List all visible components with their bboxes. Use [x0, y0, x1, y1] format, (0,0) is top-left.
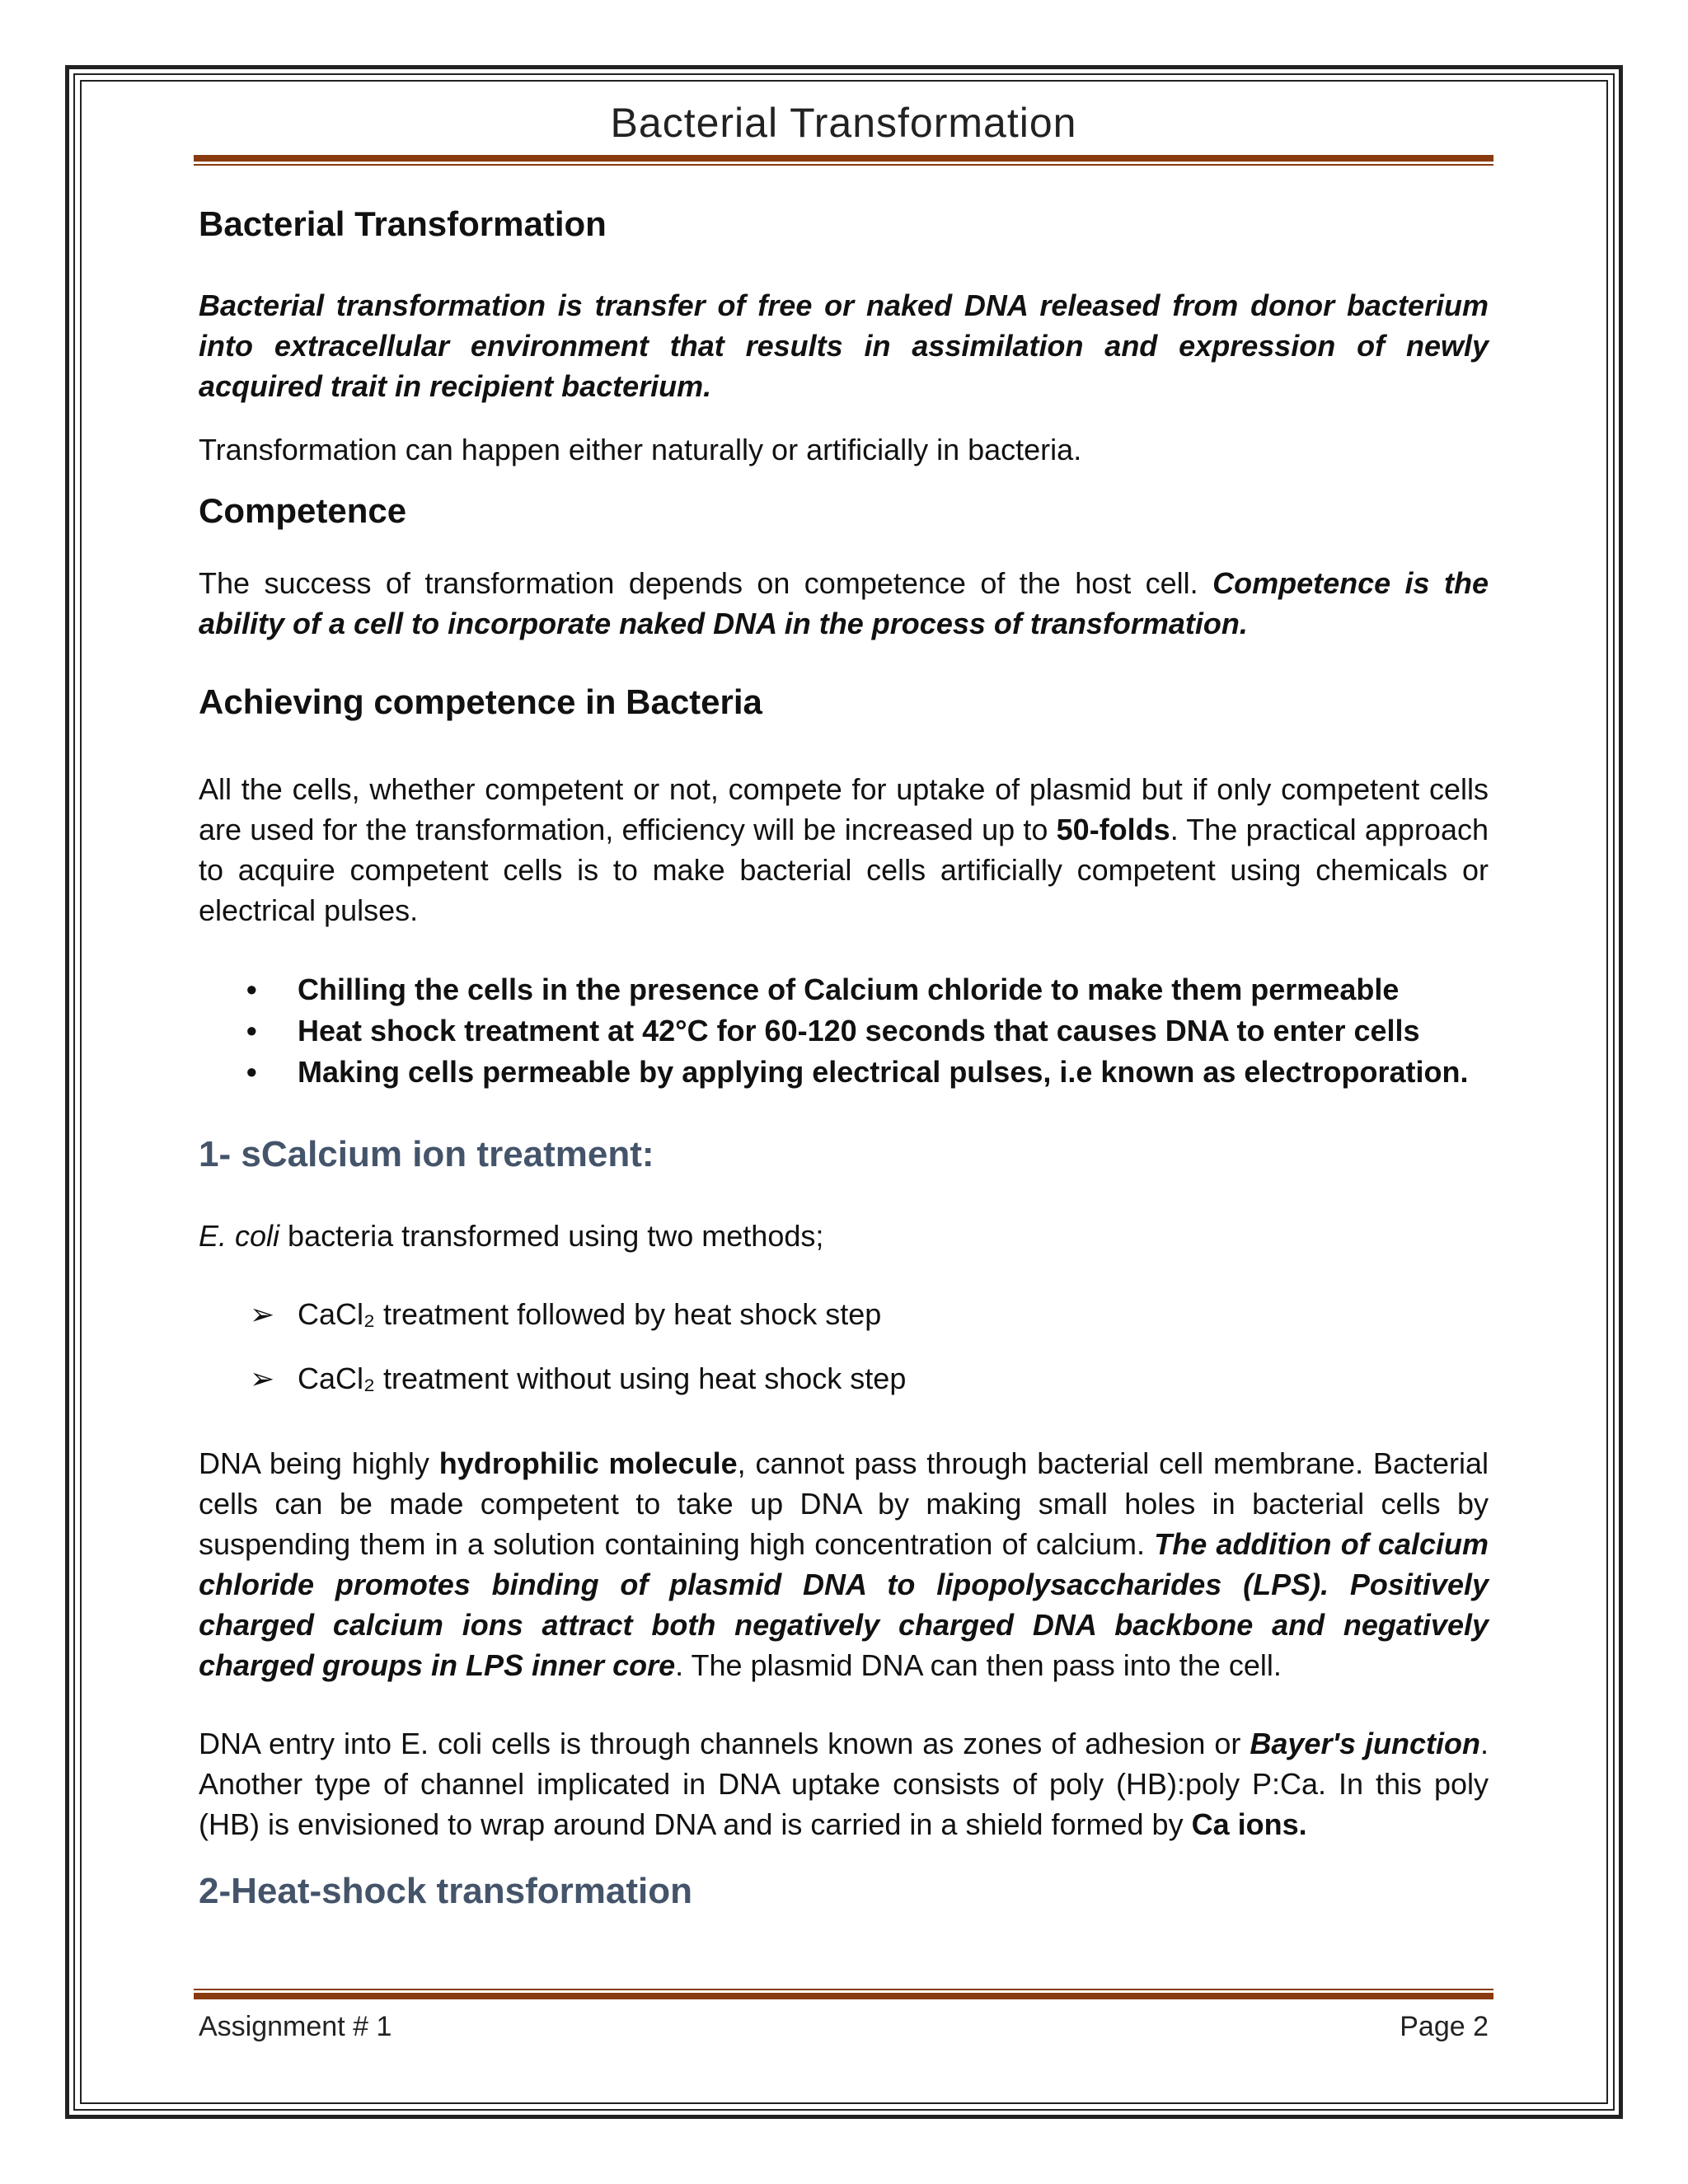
section-heading-competence: Competence [199, 491, 407, 530]
calcium-p2-text-b: . Another type of channel implicated in DNA uptake consists of poly (HB):poly P:Ca. In this poly (HB) is envisioned to wrap around DNA and is carried in a shield formed by [199, 1727, 1489, 1841]
bullet-glyph: • [246, 1055, 257, 1089]
bullet-glyph: • [246, 972, 257, 1006]
running-header-title: Bacterial Transformation [610, 100, 1077, 146]
arrow-bullet-icon: ➢ [250, 1361, 275, 1395]
competence-text: The success of transformation depends on competence of the host cell. [199, 566, 1213, 600]
header-rule [194, 155, 1493, 166]
bullet-text: Chilling the cells in the presence of Calcium chloride to make them permeable [298, 972, 1400, 1006]
achieving-text-1: All the cells, whether competent or not, compete for uptake of plasmid but if only competent cells are used for the transformation, efficiency will be increased up to [199, 772, 1489, 846]
method-text: CaCl₂ treatment without using heat shock step [298, 1361, 907, 1395]
competence-definition: Competence is the ability of a cell to incorporate naked DNA in the process of transformation. [199, 566, 1489, 640]
list-item [199, 1358, 1489, 1399]
calcium-intro [199, 1216, 1489, 1256]
section-heading-achieving: Achieving competence in Bacteria [199, 682, 762, 721]
list-item [199, 1294, 1489, 1335]
bullet-text: Making cells permeable by applying electrical pulses, i.e known as electroporation. [298, 1055, 1469, 1089]
calcium-p2-ca-ions: Ca ions. [1191, 1807, 1307, 1841]
calcium-p2-bayers-junction: Bayer's junction [1250, 1727, 1480, 1760]
achieving-efficiency: 50-folds [1056, 813, 1170, 846]
competence-methods-list [199, 969, 1489, 1093]
list-item [199, 1010, 1489, 1052]
footer-page-number: Page 2 [1400, 2011, 1489, 2042]
calcium-paragraph-2 [199, 1723, 1489, 1844]
footer-rule [194, 1989, 1493, 1999]
calcium-p1-emphasis: The addition of calcium chloride promotes binding of plasmid DNA to lipopolysaccharides (LPS). Positively charged calcium ions attract both negatively charged DNA backbone and negatively charged groups in LPS inner core [199, 1527, 1489, 1682]
calcium-p1-text-c: . The plasmid DNA can then pass into the cell. [675, 1648, 1282, 1682]
calcium-intro-text: bacteria transformed using two methods; [279, 1219, 824, 1253]
bullet-text: Heat shock treatment at 42°C for 60-120 seconds that causes DNA to enter cells [298, 1014, 1420, 1047]
calcium-p2-text-a: DNA entry into E. coli cells is through channels known as zones of adhesion or [199, 1727, 1250, 1760]
calcium-intro-organism: E. coli [199, 1219, 280, 1253]
list-item [199, 1052, 1489, 1093]
achieving-paragraph [199, 769, 1489, 930]
calcium-p1-text-a: DNA being highly [199, 1446, 439, 1480]
footer-assignment: Assignment # 1 [199, 2011, 392, 2042]
section-heading-heatshock: 2-Heat-shock transformation [199, 1871, 693, 1911]
arrow-bullet-icon: ➢ [250, 1297, 275, 1331]
calcium-p1-text-b: , cannot pass through bacterial cell membrane. Bacterial cells can be made competent to take up DNA by making small holes in bacterial cells by suspending them in a solution containing high concentration of calcium. [199, 1446, 1489, 1561]
section-heading-intro: Bacterial Transformation [199, 204, 607, 243]
bullet-glyph: • [246, 1014, 257, 1047]
calcium-methods-list [199, 1294, 1489, 1422]
calcium-p1-hydrophilic: hydrophilic molecule [438, 1446, 738, 1480]
calcium-paragraph-1 [199, 1443, 1489, 1685]
competence-paragraph [199, 563, 1489, 644]
method-text: CaCl₂ treatment followed by heat shock step [298, 1297, 882, 1331]
intro-definition: Bacterial transformation is transfer of free or naked DNA released from donor bacterium into extracellular environment that results in assimilation and expression of newly acquired trait in recipient bacterium. [199, 288, 1489, 403]
intro-note: Transformation can happen either naturally or artificially in bacteria. [199, 433, 1082, 466]
achieving-text-2: . The practical approach to acquire competent cells is to make bacterial cells artificially competent using chemicals or electrical pulses. [199, 813, 1489, 927]
section-heading-calcium: 1- sCalcium ion treatment: [199, 1134, 654, 1174]
list-item [199, 969, 1489, 1010]
